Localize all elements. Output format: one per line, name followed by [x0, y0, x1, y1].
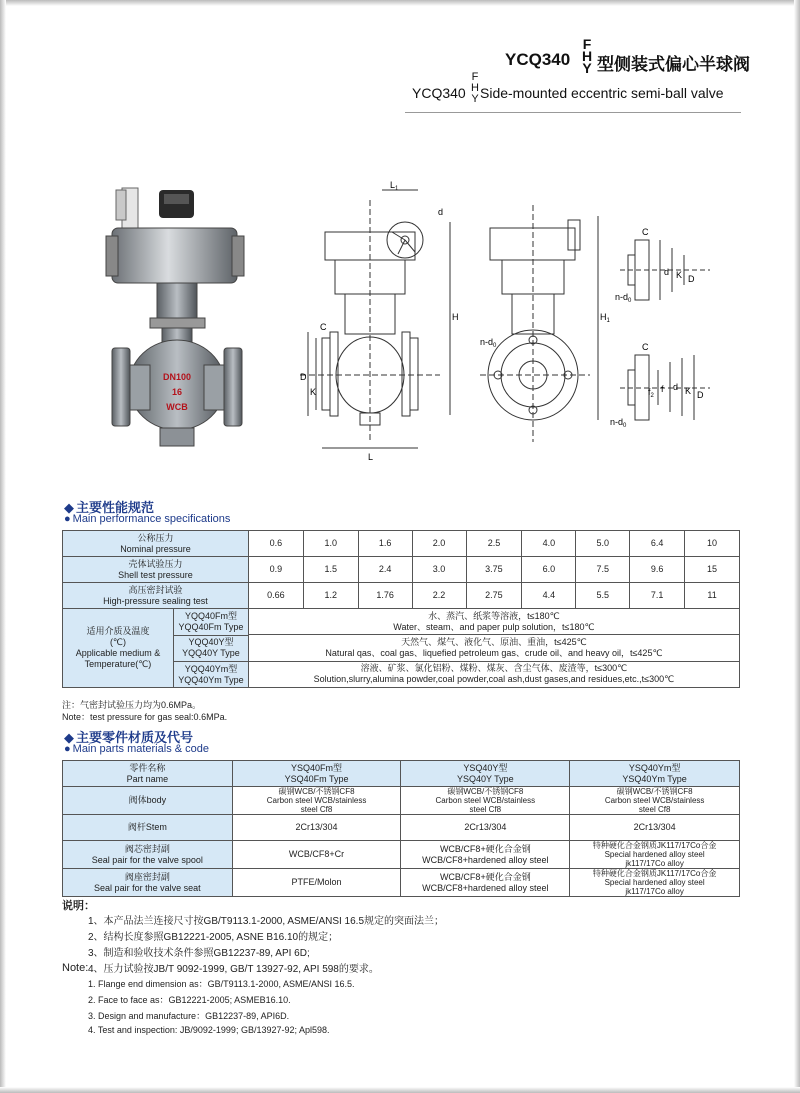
type-label-ym: YQQ40Ym型 YQQ40Ym Type	[178, 663, 244, 685]
valve-product-photo	[102, 180, 247, 455]
medium-desc-y: 天然气、煤气、液化气、原油、重油，t≤425℃ Natural qas、coal gas、liquefied petroleum gas、crude oil、and heavy oil，t≤425℃	[248, 635, 739, 661]
cell-material: 碳钢WCB/不锈钢CF8 Carbon steel WCB/stainless steel Cf8	[570, 787, 740, 815]
drawing-label-k-top: K	[676, 270, 683, 280]
cell-material: 碳钢WCB/不锈钢CF8 Carbon steel WCB/stainless steel Cf8	[232, 787, 401, 815]
materials-row-stem	[63, 815, 740, 841]
cell-value: 1.2	[303, 583, 358, 609]
materials-heading: ◆ 主要零件材质及代号	[64, 730, 194, 745]
cell-value: 4.4	[522, 583, 576, 609]
cell-material: 2Cr13/304	[401, 815, 570, 841]
performance-subheading: ● Main performance specifications	[64, 513, 231, 525]
side-view	[480, 205, 598, 442]
medium-desc-ym: 溶液、矿浆、氯化铝粉、煤粉、煤灰、含尘气体、废渣等，t≤300℃ Solution,slurry,alumina powder,coal powder,coal ash,dust gases,and residues,etc.,t≤300℃	[248, 661, 739, 687]
cell-value: 7.1	[630, 583, 685, 609]
explanation-item-en: 3. Design and manufacture：GB12237-89, API6D.	[88, 1011, 290, 1021]
drawing-label-nd0-bottom: $n-d_0$	[610, 417, 627, 429]
part-spool-seal: 阀芯密封副 Seal pair for the valve spool	[63, 841, 233, 869]
drawing-label-d-small: d	[438, 207, 444, 217]
explanation-item-en: 1. Flange end dimension as：GB/T9113.1-2000, ASME/ANSI 16.5.	[88, 979, 355, 989]
title-en-variant-stack	[470, 72, 480, 105]
explanation-item-en: 2. Face to face as：GB12221-2005; ASMEB16.10.	[88, 995, 291, 1005]
cell-value: 3.0	[412, 557, 466, 583]
performance-heading: ◆ 主要性能规范	[64, 500, 155, 515]
cell-value: 2.4	[358, 557, 412, 583]
cell-value: 9.6	[630, 557, 685, 583]
row-sealing-test	[63, 583, 740, 609]
explanation-item: 4、压力试验按JB/T 9092-1999, GB/T 13927-92, API 598的要求。	[88, 964, 379, 975]
performance-table	[62, 530, 740, 688]
header-type-ym: YSQ40Ym型 YSQ40Ym Type	[570, 761, 740, 787]
explanation-item: 3、制造和验收技术条件参照GB12237-89, API 6D;	[88, 948, 310, 959]
title-zh-variant-y: Y	[582, 60, 592, 76]
cell-material: PTFE/Molon	[232, 869, 401, 897]
drawing-label-l: L	[368, 452, 374, 462]
part-seat-seal: 阀座密封副 Seal pair for the valve seat	[63, 869, 233, 897]
performance-note-zh: 注：气密封试验压力均为0.6MPa。	[62, 700, 202, 710]
materials-row-seat	[63, 869, 740, 897]
title-zh-variant-stack	[581, 38, 593, 74]
explanation-item: 1、本产品法兰连接尺寸按GB/T9113.1-2000, ASME/ANSI 16.5规定的突面法兰；	[88, 916, 445, 927]
title-en-variant-f: F	[471, 71, 479, 83]
page-edge-top	[0, 0, 800, 6]
title-en-variant-h: H	[471, 82, 479, 94]
drawing-label-h: H	[452, 312, 459, 322]
header-type-fm: YSQ40Fm型 YSQ40Fm Type	[232, 761, 401, 787]
materials-subheading: ● Main parts materials & code	[64, 743, 209, 755]
explanation-item-en: 4. Test and inspection: JB/9092-1999; GB/13927-92; Apl598.	[88, 1025, 330, 1035]
cell-material: 碳钢WCB/不锈钢CF8 Carbon steel WCB/stainless steel Cf8	[401, 787, 570, 815]
title-zh-model: YCQ340	[505, 50, 571, 69]
label-nominal-pressure: 公称压力 Nominal pressure	[63, 531, 249, 557]
drawing-label-d-cap-top: D	[688, 274, 695, 284]
page-edge-left	[0, 0, 6, 1093]
cell-value: 6.4	[630, 531, 685, 557]
drawing-label-d-top: d	[664, 267, 670, 277]
materials-row-spool	[63, 841, 740, 869]
cell-value: 15	[685, 557, 740, 583]
cell-value: 6.0	[522, 557, 576, 583]
header-type-y: YSQ40Y型 YSQ40Y Type	[401, 761, 570, 787]
drawing-label-f: f	[661, 384, 664, 394]
cell-value: 5.0	[576, 531, 630, 557]
cell-material: WCB/CF8+硬化合金钢 WCB/CF8+hardened alloy steel	[401, 841, 570, 869]
cell-value: 7.5	[576, 557, 630, 583]
type-label-y: YQQ40Y型 YQQ40Y Type	[174, 636, 248, 663]
drawing-label-nd0-side: $n-d_0$	[480, 337, 497, 349]
explanation-heading-en: Note:	[62, 962, 89, 974]
row-medium-type-1	[63, 609, 740, 635]
drawing-label-d: D	[300, 372, 307, 382]
drawing-label-c: C	[320, 322, 327, 332]
medium-desc-fm: 水、蒸汽、纸浆等溶液，t≤180℃ Water、steam、and paper pulp solution，t≤180℃	[248, 609, 739, 635]
label-shell-test: 壳体试验压力 Shell test pressure	[63, 557, 249, 583]
title-en-model: YCQ340	[412, 85, 466, 101]
drawing-label-f2: $f_2$	[648, 387, 654, 399]
type-label-fm: YQQ40Fm型 YQQ40Fm Type	[174, 609, 248, 636]
drawing-label-h1: $H_1$	[600, 312, 610, 324]
flange-detail-bottom	[620, 355, 710, 420]
drawing-label-d-cap-bottom: D	[697, 390, 704, 400]
drawing-label-k-bottom: K	[685, 386, 692, 396]
row-shell-test	[63, 557, 740, 583]
cell-value: 1.5	[303, 557, 358, 583]
cell-value: 0.66	[248, 583, 303, 609]
photo-plate-size: DN100	[162, 372, 192, 382]
front-view	[300, 190, 450, 448]
header-part-name: 零件名称 Part name	[63, 761, 233, 787]
title-zh-variant-h: H	[581, 48, 593, 64]
cell-material: 2Cr13/304	[232, 815, 401, 841]
drawing-label-nd0-top: $n-d_0$	[615, 292, 632, 304]
page-edge-bottom	[0, 1087, 800, 1093]
cell-material: WCB/CF8+硬化合金钢 WCB/CF8+hardened alloy steel	[401, 869, 570, 897]
drawing-label-c-bottom: C	[642, 342, 649, 352]
cell-material: WCB/CF8+Cr	[232, 841, 401, 869]
cell-value: 2.5	[466, 531, 522, 557]
materials-row-body	[63, 787, 740, 815]
label-sealing-test: 高压密封试验 High-pressure sealing test	[63, 583, 249, 609]
materials-table	[62, 760, 740, 897]
technical-drawing	[280, 180, 720, 470]
photo-plate-material: WCB	[166, 402, 188, 412]
cell-material: 特种硬化合金钢质JK117/17Co合金 Special hardened alloy steel jk117/17Co alloy	[570, 841, 740, 869]
materials-header-row	[63, 761, 740, 787]
part-stem: 阀杆Stem	[63, 815, 233, 841]
cell-value: 3.75	[466, 557, 522, 583]
cell-material: 2Cr13/304	[570, 815, 740, 841]
title-divider	[405, 112, 741, 113]
performance-note-en: Note：test pressure for gas seal:0.6MPa.	[62, 712, 228, 722]
cell-material: 特种硬化合金钢质JK117/17Co合金 Special hardened alloy steel jk117/17Co alloy	[570, 869, 740, 897]
cell-value: 0.6	[248, 531, 303, 557]
cell-value: 0.9	[248, 557, 303, 583]
drawing-label-l1: $L_1$	[390, 180, 399, 192]
cell-value: 4.0	[522, 531, 576, 557]
title-zh-variant-f: F	[582, 36, 592, 52]
title-en-name: Side-mounted eccentric semi-ball valve	[480, 85, 724, 101]
drawing-label-d-bottom: d	[673, 382, 679, 392]
explanation-heading-zh: 说明：	[62, 900, 95, 912]
cell-value: 1.0	[303, 531, 358, 557]
row-nominal-pressure	[63, 531, 740, 557]
explanation-item: 2、结构长度参照GB12221-2005, ASNE B16.10的规定；	[88, 932, 339, 943]
cell-value: 2.0	[412, 531, 466, 557]
cell-value: 1.6	[358, 531, 412, 557]
cell-value: 10	[685, 531, 740, 557]
drawing-label-k: K	[310, 387, 317, 397]
part-body: 阀体body	[63, 787, 233, 815]
cell-value: 1.76	[358, 583, 412, 609]
title-zh-name: 型侧装式偏心半球阀	[597, 55, 750, 74]
page-edge-right	[794, 0, 800, 1093]
cell-value: 2.75	[466, 583, 522, 609]
cell-value: 2.2	[412, 583, 466, 609]
title-en-variant-y: Y	[471, 93, 479, 105]
drawing-label-c-top: C	[642, 227, 649, 237]
label-medium: 适用介质及温度 (℃) Applicable medium & Temperature(℃) YQQ40Fm型 YQQ40Fm Type YQQ40Y型 YQQ40Y Type YQQ40Ym型 YQQ40Ym Type	[63, 609, 249, 688]
cell-value: 5.5	[576, 583, 630, 609]
cell-value: 11	[685, 583, 740, 609]
photo-plate-pressure: 16	[171, 387, 183, 397]
